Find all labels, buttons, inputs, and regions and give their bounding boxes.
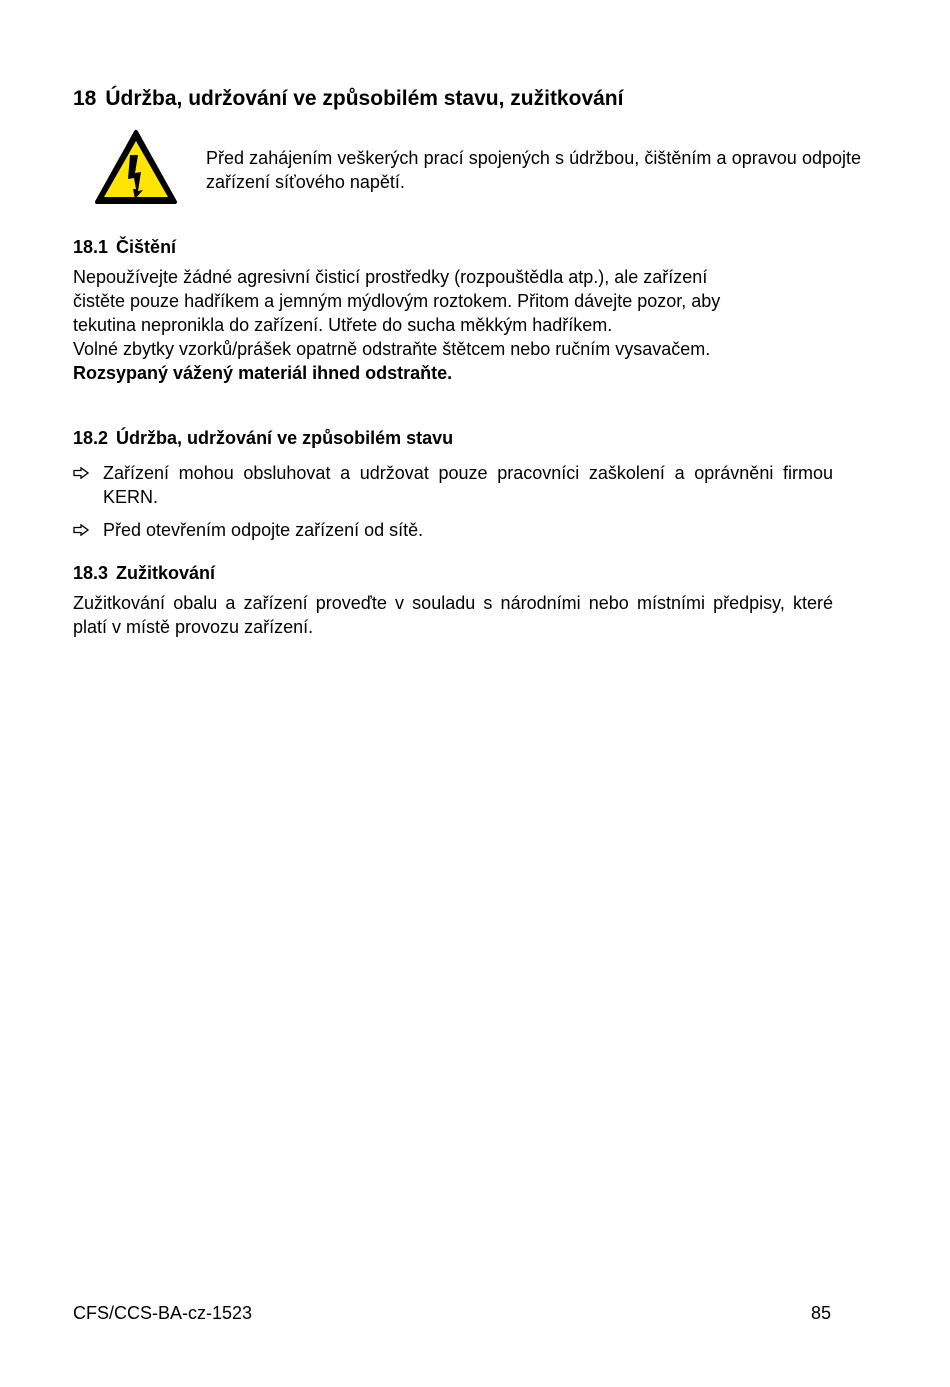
disposal-paragraph: Zužitkování obalu a zařízení proveďte v souladu s národními nebo místními předpisy, které platí v místě provozu zařízení.	[73, 593, 833, 637]
bold-instruction: Rozsypaný vážený materiál ihned odstraňte.	[73, 363, 453, 383]
paragraph-line: Volné zbytky vzorků/prášek opatrně odstraňte štětcem nebo ručním vysavačem.	[73, 339, 711, 359]
paragraph-line: Nepoužívejte žádné agresivní čisticí prostředky (rozpouštědla atp.), ale zařízení	[73, 267, 708, 287]
footer-page-number: 85	[811, 1303, 832, 1323]
section-title: Údržba, udržování ve způsobilém stavu	[116, 428, 454, 448]
section-number: 18.1	[73, 237, 109, 257]
paragraph-line: čistěte pouze hadříkem a jemným mýdlovým roztokem. Přitom dávejte pozor, aby	[73, 291, 721, 311]
section-title: Čištění	[116, 237, 177, 257]
section-title: Zužitkování	[116, 563, 216, 583]
list-item	[73, 461, 833, 509]
arrow-right-icon	[73, 461, 95, 479]
chapter-heading	[73, 87, 623, 111]
section-number: 18.3	[73, 563, 109, 583]
paragraph-line: tekutina nepronikla do zařízení. Utřete do sucha měkkým hadříkem.	[73, 315, 613, 335]
arrow-right-icon	[73, 518, 95, 536]
section-number: 18.2	[73, 428, 109, 448]
section-heading-maintenance	[73, 428, 453, 449]
warning-text: Před zahájením veškerých prací spojených s údržbou, čištěním a opravou odpojte zařízení síťového napětí.	[206, 148, 861, 192]
list-item-text: Před otevřením odpojte zařízení od sítě.	[103, 520, 424, 540]
list-item	[73, 518, 833, 542]
section-heading-disposal	[73, 563, 215, 584]
chapter-number: 18	[73, 87, 97, 110]
footer-document-id: CFS/CCS-BA-cz-1523	[73, 1303, 253, 1323]
chapter-title: Údržba, udržování ve způsobilém stavu, zužitkování	[105, 87, 624, 110]
electrical-hazard-icon	[94, 129, 178, 206]
cleaning-paragraph	[73, 265, 833, 385]
list-item-text: Zařízení mohou obsluhovat a udržovat pouze pracovníci zaškolení a oprávněni firmou KERN.	[103, 463, 833, 507]
section-heading-cleaning	[73, 237, 176, 258]
